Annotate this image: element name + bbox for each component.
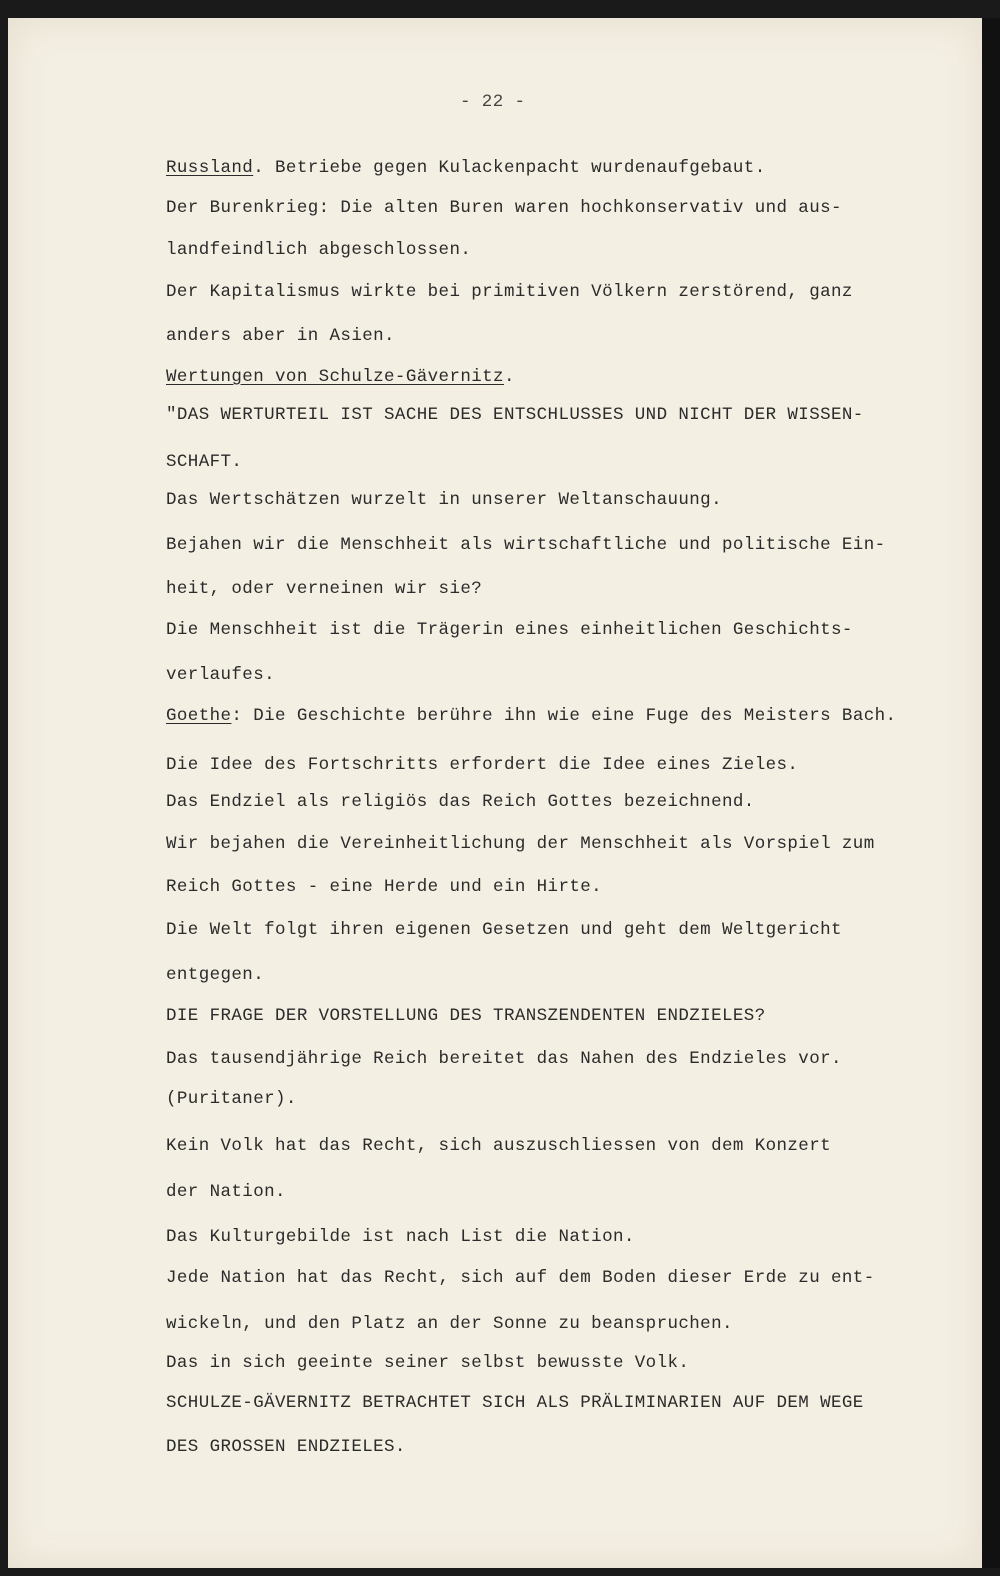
text-line bbox=[166, 405, 864, 425]
text-line bbox=[166, 620, 853, 640]
text-segment: Die Idee des Fortschritts erfordert die Idee eines Zieles. bbox=[166, 755, 799, 775]
text-line bbox=[166, 1136, 831, 1156]
scan-edge bbox=[982, 18, 1000, 1568]
text-line bbox=[166, 834, 875, 854]
text-segment: verlaufes. bbox=[166, 665, 276, 685]
text-segment: Das Endziel als religiös das Reich Gottes bezeichnend. bbox=[166, 792, 755, 812]
text-segment: Die Menschheit ist die Trägerin eines einheitlichen Geschichts- bbox=[166, 620, 853, 640]
text-segment: . bbox=[503, 367, 515, 387]
text-line bbox=[166, 877, 602, 897]
text-line bbox=[166, 452, 242, 472]
text-segment: Der Burenkrieg: Die alten Buren waren hochkonservativ und aus- bbox=[166, 198, 842, 218]
text-segment: Jede Nation hat das Recht, sich auf dem Boden dieser Erde zu ent- bbox=[166, 1268, 875, 1288]
text-line bbox=[166, 1268, 875, 1288]
underlined-phrase: Russland bbox=[166, 158, 254, 178]
text-segment: entgegen. bbox=[166, 965, 265, 985]
text-segment: DIE FRAGE DER VORSTELLUNG DES TRANSZENDENTEN ENDZIELES? bbox=[166, 1006, 766, 1026]
text-segment: der Nation. bbox=[166, 1182, 286, 1202]
text-segment: Der Kapitalismus wirkte bei primitiven Völkern zerstörend, ganz bbox=[166, 282, 853, 302]
text-segment: Wir bejahen die Vereinheitlichung der Menschheit als Vorspiel zum bbox=[166, 834, 875, 854]
text-line bbox=[166, 965, 264, 985]
text-line bbox=[166, 755, 798, 775]
text-segment: DES GROSSEN ENDZIELES. bbox=[166, 1437, 406, 1457]
text-line bbox=[166, 367, 515, 387]
text-segment: SCHAFT. bbox=[166, 452, 243, 472]
text-segment: : Die Geschichte berühre ihn wie eine Fuge des Meisters Bach. bbox=[231, 706, 897, 726]
text-line bbox=[166, 240, 471, 260]
text-segment: "DAS WERTURTEIL IST SACHE DES ENTSCHLUSSES UND NICHT DER WISSEN- bbox=[166, 405, 864, 425]
text-segment: wickeln, und den Platz an der Sonne zu beanspruchen. bbox=[166, 1314, 733, 1334]
text-line bbox=[166, 326, 395, 346]
text-line bbox=[166, 706, 896, 726]
text-line bbox=[166, 535, 886, 555]
text-segment: Das Kulturgebilde ist nach List die Nation. bbox=[166, 1227, 635, 1247]
text-line bbox=[166, 1182, 286, 1202]
text-line bbox=[166, 792, 755, 812]
text-line bbox=[166, 1314, 733, 1334]
page-number: - 22 - bbox=[460, 92, 526, 112]
text-line bbox=[166, 1049, 842, 1069]
text-line bbox=[166, 1393, 864, 1413]
text-line bbox=[166, 1006, 766, 1026]
text-segment: Kein Volk hat das Recht, sich auszuschliessen von dem Konzert bbox=[166, 1136, 832, 1156]
text-segment: . Betriebe gegen Kulackenpacht wurdenaufgebaut. bbox=[253, 158, 766, 178]
text-line bbox=[166, 920, 842, 940]
text-segment: heit, oder verneinen wir sie? bbox=[166, 579, 483, 599]
text-line bbox=[166, 1353, 689, 1373]
text-line bbox=[166, 198, 842, 218]
text-segment: Bejahen wir die Menschheit als wirtschaftliche und politische Ein- bbox=[166, 535, 886, 555]
text-line bbox=[166, 665, 275, 685]
underlined-phrase: Goethe bbox=[166, 706, 232, 726]
text-segment: Die Welt folgt ihren eigenen Gesetzen und geht dem Weltgericht bbox=[166, 920, 842, 940]
text-line bbox=[166, 282, 853, 302]
text-segment: Das Wertschätzen wurzelt in unserer Weltanschauung. bbox=[166, 490, 722, 510]
text-line bbox=[166, 1089, 297, 1109]
text-segment: Das in sich geeinte seiner selbst bewusste Volk. bbox=[166, 1353, 690, 1373]
text-line bbox=[166, 158, 766, 178]
text-segment: (Puritaner). bbox=[166, 1089, 297, 1109]
text-line bbox=[166, 490, 722, 510]
text-segment: landfeindlich abgeschlossen. bbox=[166, 240, 472, 260]
text-segment: SCHULZE-GÄVERNITZ BETRACHTET SICH ALS PRÄLIMINARIEN AUF DEM WEGE bbox=[166, 1393, 864, 1413]
text-segment: Das tausendjährige Reich bereitet das Nahen des Endzieles vor. bbox=[166, 1049, 842, 1069]
text-segment: Reich Gottes - eine Herde und ein Hirte. bbox=[166, 877, 603, 897]
text-line bbox=[166, 1437, 406, 1457]
text-segment: anders aber in Asien. bbox=[166, 326, 395, 346]
text-line bbox=[166, 1227, 635, 1247]
underlined-phrase: Wertungen von Schulze-Gävernitz bbox=[166, 367, 504, 387]
text-line bbox=[166, 579, 482, 599]
